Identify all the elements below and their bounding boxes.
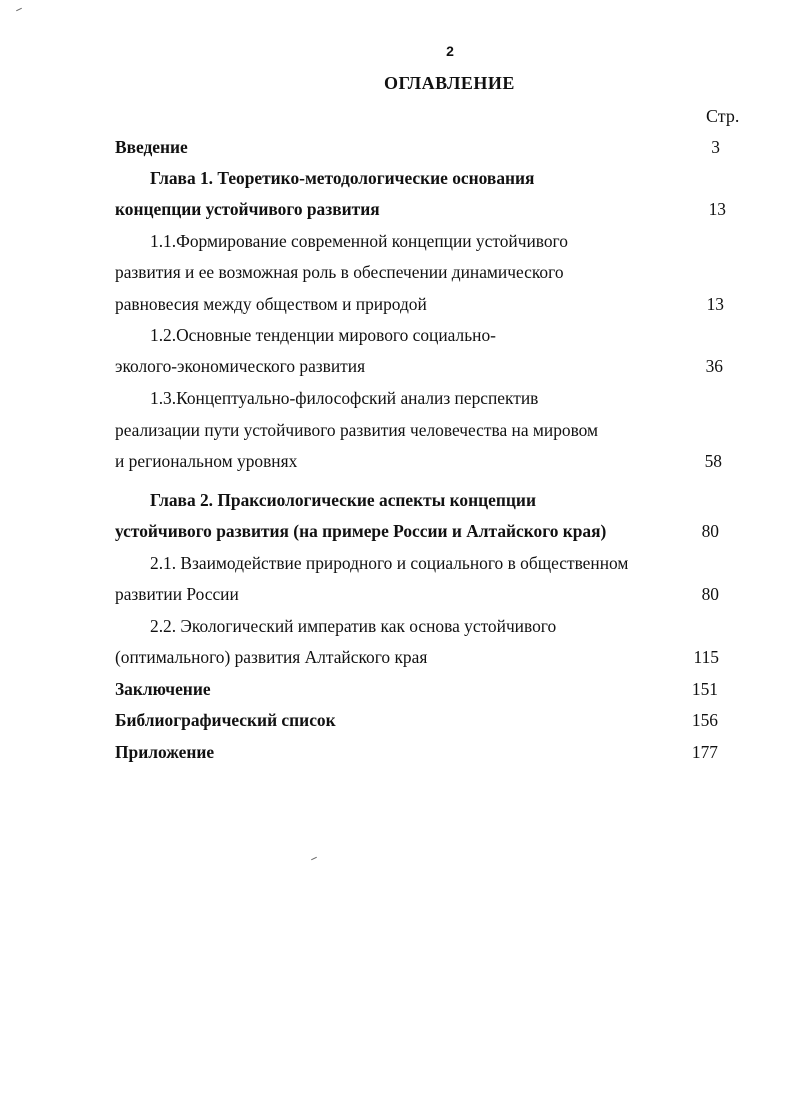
toc-s11-page: 13	[706, 294, 724, 314]
toc-bibliography-text: Библиографический список	[115, 710, 336, 730]
toc-s22-page: 115	[693, 647, 719, 667]
toc-chapter1-line2: концепции устойчивого развития	[115, 199, 380, 219]
page-title: ОГЛАВЛЕНИЕ	[384, 73, 515, 93]
toc-conclusion-text: Заключение	[115, 679, 211, 699]
toc-s13-line1: 1.3.Концептуально-философский анализ перспектив	[150, 388, 539, 408]
toc-s21-line1: 2.1. Взаимодействие природного и социального в общественном	[150, 553, 629, 573]
page-column-label: Стр.	[706, 106, 740, 126]
toc-s12-line2: эколого-экономического развития	[115, 356, 366, 376]
toc-bibliography-page: 156	[691, 710, 718, 730]
toc-s13-line3: и региональном уровнях	[115, 451, 298, 471]
toc-chapter1-line1: Глава 1. Теоретико-методологические основания	[150, 168, 535, 188]
toc-s12-line1: 1.2.Основные тенденции мирового социально-	[150, 325, 496, 345]
toc-chapter2-line2: устойчивого развития (на примере России и Алтайского края)	[115, 521, 607, 541]
toc-s22-line1: 2.2. Экологический императив как основа устойчивого	[150, 616, 557, 636]
toc-s11-line3: равновесия между обществом и природой	[115, 294, 427, 314]
toc-s13-page: 58	[704, 451, 722, 471]
toc-appendix-text: Приложение	[115, 742, 215, 762]
toc-s11-line1: 1.1.Формирование современной концепции устойчивого	[150, 231, 568, 251]
page-number: 2	[446, 43, 454, 59]
toc-s21-line2: развитии России	[115, 584, 239, 604]
toc-s12-page: 36	[705, 356, 723, 376]
toc-s13-line2: реализации пути устойчивого развития человечества на мировом	[115, 420, 599, 440]
toc-s22-line2: (оптимального) развития Алтайского края	[115, 647, 428, 667]
scan-mark-top	[16, 8, 22, 11]
toc-chapter2-page: 80	[701, 521, 719, 541]
toc-appendix-page: 177	[691, 742, 718, 762]
toc-chapter2-line1: Глава 2. Праксиологические аспекты концепции	[150, 490, 536, 510]
toc-conclusion-page: 151	[691, 679, 718, 699]
toc-intro-page: 3	[711, 137, 720, 157]
toc-chapter1-page: 13	[708, 199, 726, 219]
toc-intro-text: Введение	[115, 137, 188, 157]
toc-s21-page: 80	[701, 584, 719, 604]
toc-s11-line2: развития и ее возможная роль в обеспечении динамического	[115, 262, 564, 282]
scan-mark-middle	[311, 857, 317, 860]
